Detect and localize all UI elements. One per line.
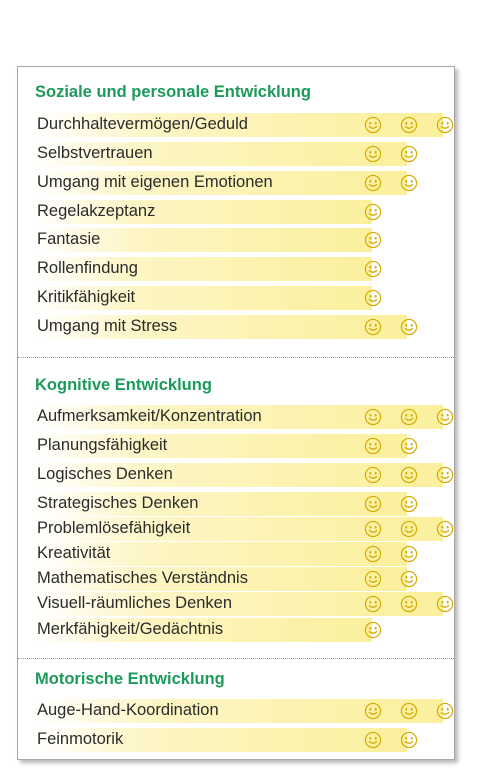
skill-row	[33, 142, 443, 166]
skill-label: Feinmotorik	[37, 730, 124, 748]
smiley-icon	[364, 174, 382, 192]
smiley-icon	[400, 116, 418, 134]
skill-label: Regelakzeptanz	[37, 202, 156, 220]
skill-row	[33, 113, 443, 137]
smiley-icon	[364, 116, 382, 134]
skill-row	[33, 405, 443, 429]
skill-row	[33, 567, 443, 591]
smiley-icon	[400, 174, 418, 192]
smiley-icon	[400, 495, 418, 513]
smiley-icon	[436, 595, 454, 613]
skill-label: Aufmerksamkeit/Konzentration	[37, 407, 262, 425]
skill-label: Logisches Denken	[37, 465, 173, 483]
skill-label: Fantasie	[37, 230, 101, 248]
skill-label: Mathematisches Verständnis	[37, 569, 248, 587]
smiley-icon	[364, 408, 382, 426]
skill-row	[33, 286, 443, 310]
skill-label: Merkfähigkeit/Gedächtnis	[37, 620, 224, 638]
smiley-icon	[364, 145, 382, 163]
skill-label: Kritikfähigkeit	[37, 288, 136, 306]
skill-label: Kreativität	[37, 544, 111, 562]
skill-label: Visuell-räumliches Denken	[37, 594, 233, 612]
skill-row	[33, 492, 443, 516]
smiley-icon	[364, 260, 382, 278]
smiley-icon	[364, 570, 382, 588]
skill-row	[33, 257, 443, 281]
skill-row	[33, 200, 443, 224]
smiley-icon	[364, 595, 382, 613]
skill-row	[33, 592, 443, 616]
skill-row	[33, 434, 443, 458]
skill-label: Strategisches Denken	[37, 494, 199, 512]
skill-row	[33, 315, 443, 339]
skill-label: Selbstvertrauen	[37, 144, 153, 162]
smiley-icon	[400, 731, 418, 749]
smiley-icon	[436, 116, 454, 134]
skill-label: Umgang mit Stress	[37, 317, 178, 335]
skill-label: Problemlösefähigkeit	[37, 519, 191, 537]
skill-label: Rollenfindung	[37, 259, 138, 277]
smiley-icon	[364, 621, 382, 639]
skills-card	[17, 66, 455, 760]
smiley-icon	[400, 570, 418, 588]
smiley-icon	[400, 520, 418, 538]
skill-row	[33, 463, 443, 487]
smiley-icon	[436, 702, 454, 720]
smiley-icon	[436, 520, 454, 538]
smiley-icon	[436, 408, 454, 426]
skill-row	[33, 542, 443, 566]
smiley-icon	[364, 231, 382, 249]
skill-row	[33, 728, 443, 752]
smiley-icon	[400, 702, 418, 720]
skill-label: Durchhaltevermögen/Geduld	[37, 115, 248, 133]
smiley-icon	[364, 545, 382, 563]
skill-row	[33, 699, 443, 723]
skill-label: Auge-Hand-Koordination	[37, 701, 219, 719]
smiley-icon	[364, 702, 382, 720]
skill-row	[33, 618, 443, 642]
skill-label: Umgang mit eigenen Emotionen	[37, 173, 273, 191]
skill-row	[33, 228, 443, 252]
skill-row	[33, 171, 443, 195]
skill-label: Planungsfähigkeit	[37, 436, 168, 454]
smiley-icon	[364, 495, 382, 513]
smiley-icon	[400, 318, 418, 336]
section-title: Soziale und personale Entwicklung	[35, 83, 311, 101]
smiley-icon	[364, 437, 382, 455]
smiley-icon	[400, 595, 418, 613]
smiley-icon	[400, 466, 418, 484]
smiley-icon	[400, 408, 418, 426]
skill-row	[33, 517, 443, 541]
smiley-icon	[364, 318, 382, 336]
smiley-icon	[400, 437, 418, 455]
section-title: Motorische Entwicklung	[35, 670, 225, 688]
section-divider	[18, 658, 454, 659]
smiley-icon	[364, 203, 382, 221]
section-title: Kognitive Entwicklung	[35, 376, 212, 394]
smiley-icon	[364, 466, 382, 484]
smiley-icon	[364, 289, 382, 307]
smiley-icon	[364, 731, 382, 749]
smiley-icon	[364, 520, 382, 538]
smiley-icon	[400, 145, 418, 163]
smiley-icon	[400, 545, 418, 563]
smiley-icon	[436, 466, 454, 484]
section-divider	[18, 357, 454, 358]
